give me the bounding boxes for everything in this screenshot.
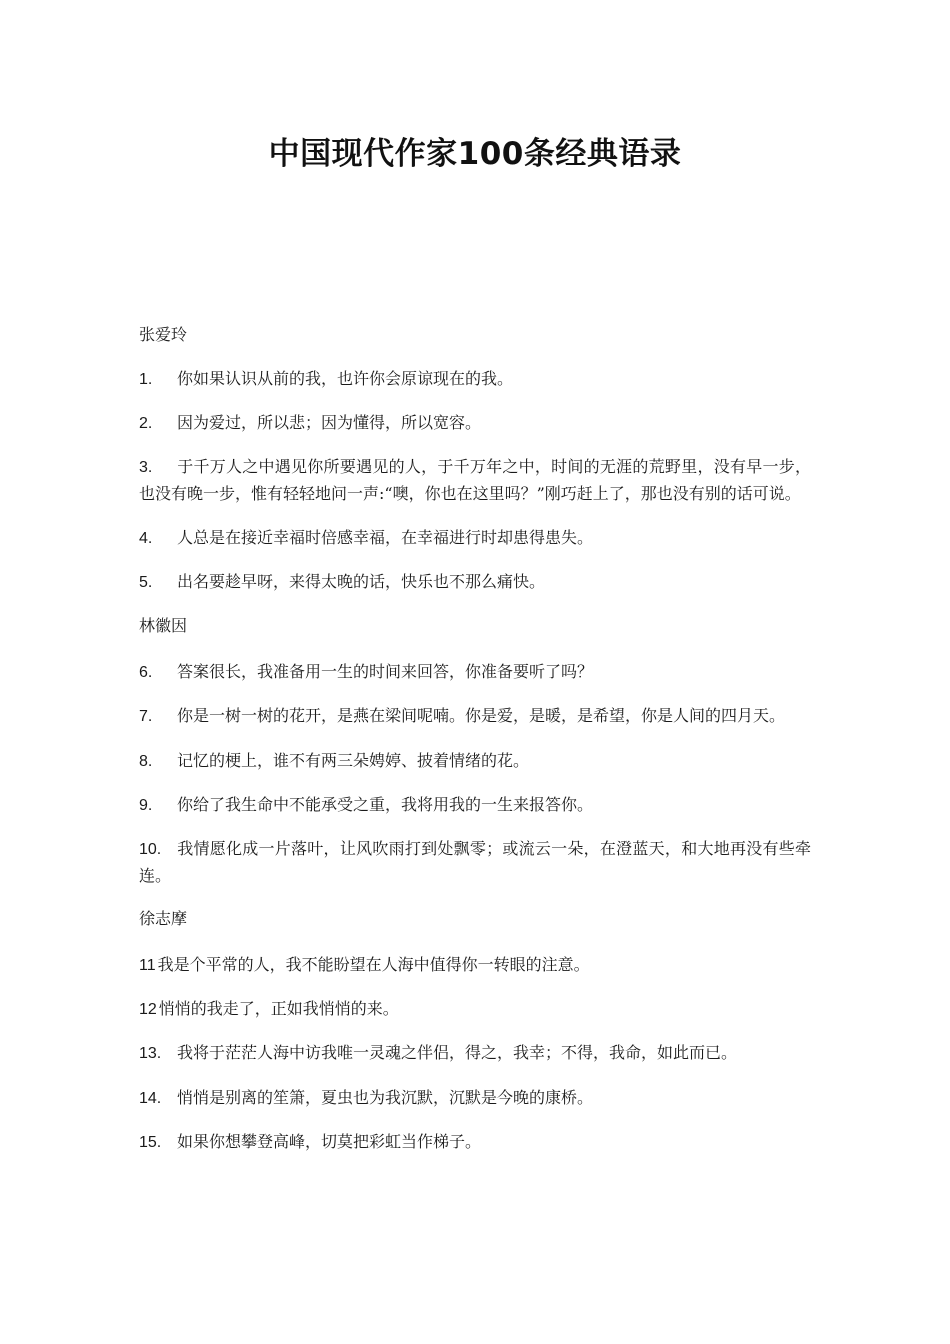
quote-item <box>139 569 811 596</box>
quote-text: 出名要趁早呀，来得太晚的话，快乐也不那么痛快。 <box>177 572 546 591</box>
quote-number: 5. <box>139 574 153 591</box>
quote-item <box>139 996 811 1023</box>
quote-item <box>139 366 811 393</box>
quote-text: 因为爱过，所以悲；因为懂得，所以宽容。 <box>177 413 482 432</box>
quote-number: 14. <box>139 1090 162 1107</box>
quote-number: 1. <box>139 371 153 388</box>
quote-item <box>139 703 811 730</box>
quote-item <box>139 952 811 979</box>
quote-item <box>139 454 811 507</box>
quote-item <box>139 410 811 437</box>
document-title: 中国现代作家100条经典语录 <box>268 136 682 172</box>
quote-text: 于千万人之中遇见你所要遇见的人，于千万年之中，时间的无涯的荒野里，没有早一步，也没有晚一步，惟有轻轻地问一声:“噢，你也在这里吗？”刚巧赶上了，那也没有别的话可说。 <box>139 457 811 503</box>
quote-number: 3. <box>139 459 153 476</box>
quote-number: 4. <box>139 530 153 547</box>
quote-number: 2. <box>139 415 153 432</box>
quote-text: 你如果认识从前的我，也许你会原谅现在的我。 <box>177 369 514 388</box>
quote-item <box>139 1040 811 1067</box>
quote-number: 8. <box>139 753 153 770</box>
quote-number: 15. <box>139 1134 162 1151</box>
quote-number: 6. <box>139 664 153 681</box>
quote-item <box>139 792 811 819</box>
quote-number: 11 <box>139 957 156 974</box>
quote-text: 你给了我生命中不能承受之重，我将用我的一生来报答你。 <box>177 795 594 814</box>
quote-text: 答案很长，我准备用一生的时间来回答，你准备要听了吗？ <box>177 662 594 681</box>
author-heading: 徐志摩 <box>139 909 188 928</box>
quote-number: 10. <box>139 841 162 858</box>
author-heading: 林徽因 <box>139 616 188 635</box>
quote-text: 我将于茫茫人海中访我唯一灵魂之伴侣，得之，我幸；不得，我命，如此而已。 <box>177 1043 738 1062</box>
quote-text: 我情愿化成一片落叶，让风吹雨打到处飘零；或流云一朵，在澄蓝天，和大地再没有些牵连。 <box>139 839 811 885</box>
quote-item <box>139 525 811 552</box>
quote-text: 我是个平常的人，我不能盼望在人海中值得你一转眼的注意。 <box>157 955 590 974</box>
quote-number: 13. <box>139 1045 162 1062</box>
quote-number: 9. <box>139 797 153 814</box>
quote-item <box>139 1129 811 1156</box>
quote-text: 记忆的梗上，谁不有两三朵娉婷、披着情绪的花。 <box>177 751 530 770</box>
author-heading: 张爱玲 <box>139 325 188 344</box>
quote-text: 如果你想攀登高峰，切莫把彩虹当作梯子。 <box>177 1132 482 1151</box>
quote-item <box>139 659 811 686</box>
quote-item <box>139 748 811 775</box>
quote-item <box>139 1085 811 1112</box>
quote-number: 7. <box>139 708 153 725</box>
quote-text: 悄悄是别离的笙箫，夏虫也为我沉默，沉默是今晚的康桥。 <box>177 1088 594 1107</box>
document-body <box>139 322 811 1156</box>
quote-text: 悄悄的我走了，正如我悄悄的来。 <box>158 999 399 1018</box>
quote-text: 人总是在接近幸福时倍感幸福，在幸福进行时却患得患失。 <box>177 528 594 547</box>
quote-text: 你是一树一树的花开，是燕在梁间呢喃。你是爱，是暖，是希望，你是人间的四月天。 <box>177 706 786 725</box>
quote-number: 12 <box>139 1001 157 1018</box>
quote-item <box>139 836 811 889</box>
